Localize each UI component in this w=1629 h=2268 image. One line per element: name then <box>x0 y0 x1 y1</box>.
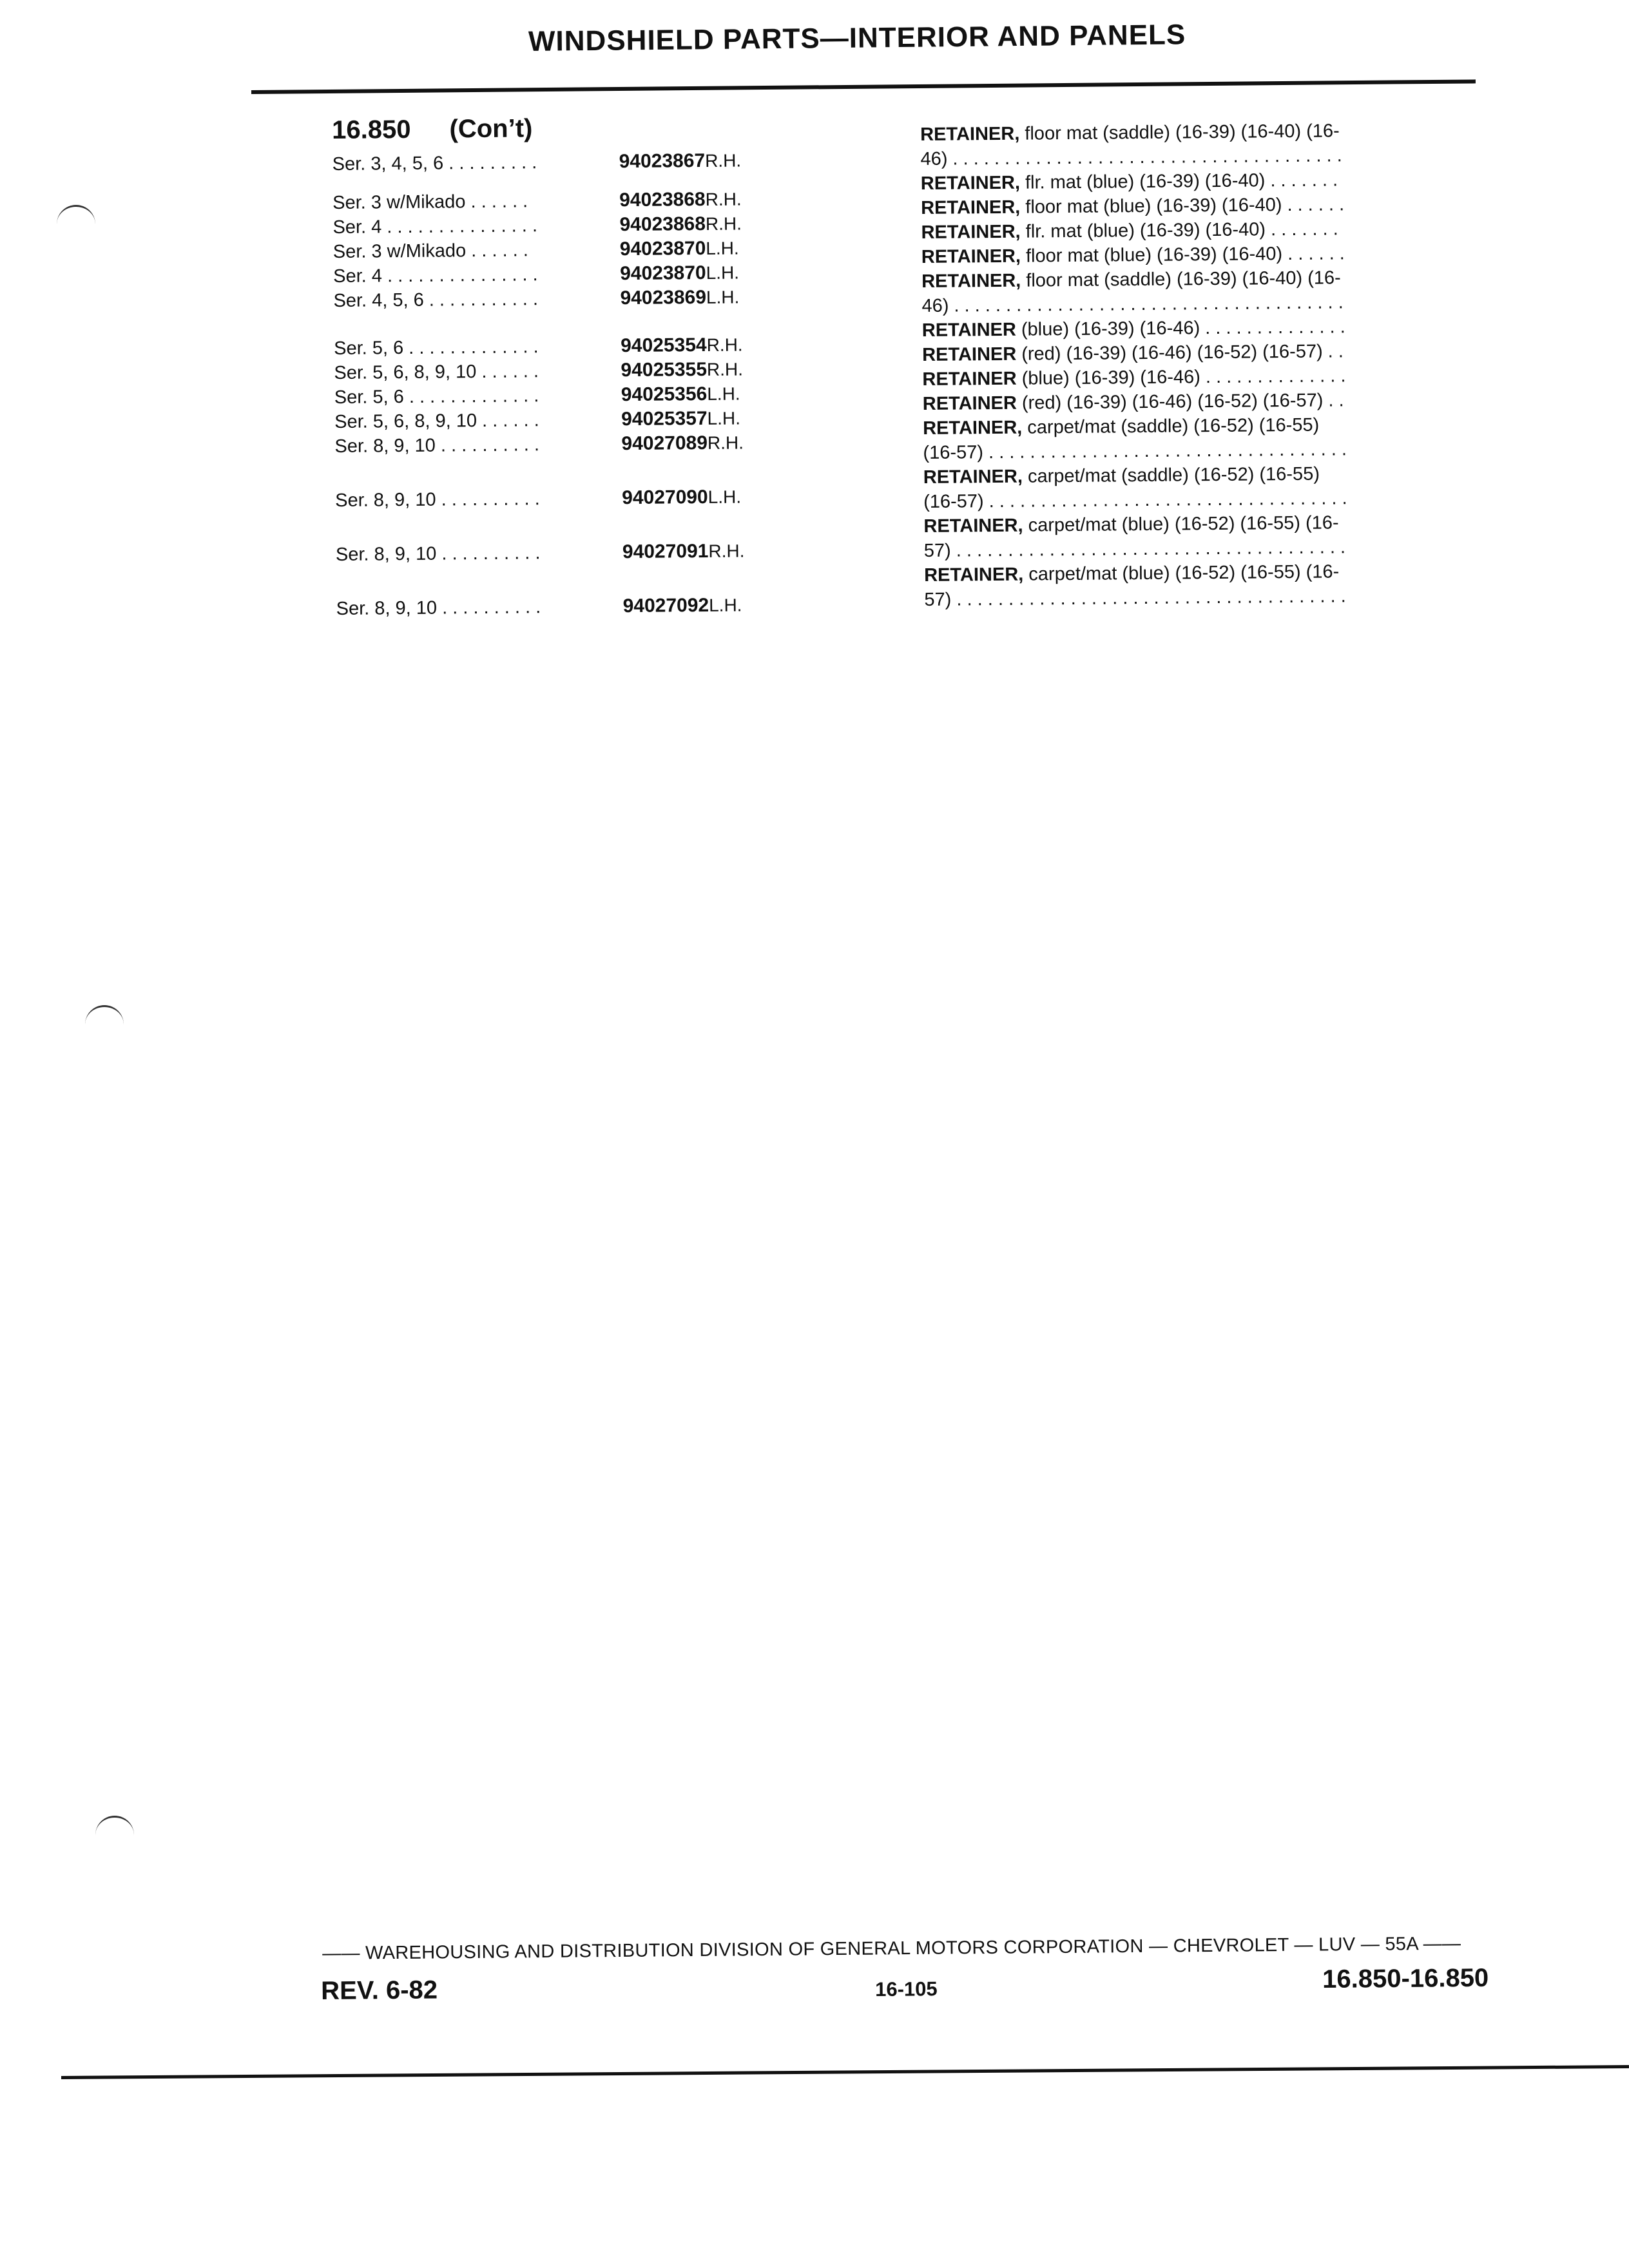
part-keyword: RETAINER, <box>921 197 1021 218</box>
scan-mark <box>85 1005 124 1026</box>
part-keyword: RETAINER <box>922 343 1017 365</box>
list-item <box>334 332 824 361</box>
series-label: Ser. 3 w/Mikado . . . . . . <box>333 240 528 262</box>
part-description-tail: (16-57) . . . . . . . . . . . . . . . . . . . . . . . . . . . . . . . . . . . <box>923 488 1347 512</box>
part-number: 94023869 <box>620 286 707 309</box>
part-keyword: RETAINER, <box>923 564 1024 586</box>
series-label: Ser. 4 . . . . . . . . . . . . . . . <box>333 264 538 287</box>
part-keyword: RETAINER, <box>920 172 1021 194</box>
footer-division-line: —— WAREHOUSING AND DISTRIBUTION DIVISION OF GENERAL MOTORS CORPORATION — CHEVROLET — LUV — 55A —— <box>322 1933 1461 1964</box>
list-item <box>332 148 822 177</box>
side-label: L.H. <box>707 408 741 428</box>
list-item <box>333 211 822 240</box>
series-label: Ser. 8, 9, 10 . . . . . . . . . . <box>336 597 541 619</box>
part-description: floor mat (blue) (16-39) (16-40) . . . . . . <box>1020 243 1345 267</box>
part-number: 94027092 <box>622 594 709 617</box>
list-item <box>333 260 823 289</box>
part-description: carpet/mat (saddle) (16-52) (16-55) <box>1022 414 1320 438</box>
scan-mark <box>57 205 95 226</box>
series-label: Ser. 4, 5, 6 . . . . . . . . . . . <box>333 289 539 311</box>
part-description-tail: 46) . . . . . . . . . . . . . . . . . . . . . . . . . . . . . . . . . . . . . . <box>921 292 1344 316</box>
list-item <box>335 484 825 513</box>
part-keyword: RETAINER, <box>920 123 1020 145</box>
parts-list-right <box>920 117 1498 612</box>
part-keyword: RETAINER, <box>923 417 1023 439</box>
series-label: Ser. 8, 9, 10 . . . . . . . . . . <box>335 488 540 511</box>
part-description: floor mat (saddle) (16-39) (16-40) (16- <box>1021 267 1341 291</box>
part-number: 94025355 <box>621 358 708 381</box>
list-item <box>333 284 823 313</box>
page-number: 16-105 <box>875 1977 938 2001</box>
part-description: flr. mat (blue) (16-39) (16-40) . . . . . . . <box>1019 169 1338 193</box>
side-label: L.H. <box>706 238 739 258</box>
side-label: L.H. <box>706 262 740 283</box>
revision-label: REV. 6-82 <box>321 1975 438 2005</box>
section-number: 16.850 <box>332 115 411 144</box>
part-description: carpet/mat (blue) (16-52) (16-55) (16- <box>1023 561 1340 585</box>
part-number: 94023867 <box>619 149 706 173</box>
part-description-tail: 57) . . . . . . . . . . . . . . . . . . . . . . . . . . . . . . . . . . . . . . <box>923 537 1346 561</box>
part-keyword: RETAINER <box>921 319 1017 341</box>
part-description: floor mat (saddle) (16-39) (16-40) (16- <box>1019 120 1340 144</box>
series-label: Ser. 5, 6 . . . . . . . . . . . . . <box>334 336 539 359</box>
section-range: 16.850-16.850 <box>1322 1963 1489 1994</box>
series-label: Ser. 5, 6, 8, 9, 10 . . . . . . <box>334 361 539 383</box>
side-label: L.H. <box>707 383 740 404</box>
part-description: (blue) (16-39) (16-46) . . . . . . . . . . . . . . <box>1016 316 1345 340</box>
part-description: (blue) (16-39) (16-46) . . . . . . . . . . . . . . <box>1016 365 1346 389</box>
part-keyword: RETAINER, <box>921 245 1021 267</box>
list-item <box>334 430 824 459</box>
side-label: R.H. <box>704 150 742 171</box>
bottom-rule <box>61 2065 1629 2079</box>
side-label: L.H. <box>708 595 742 615</box>
part-number: 94023870 <box>619 237 706 260</box>
side-label: R.H. <box>705 213 742 234</box>
part-keyword: RETAINER, <box>921 221 1021 243</box>
page-title: WINDSHIELD PARTS—INTERIOR AND PANELS <box>528 19 1186 57</box>
section-heading <box>332 111 822 152</box>
part-description: flr. mat (blue) (16-39) (16-40) . . . . . . . <box>1020 218 1338 242</box>
side-label: R.H. <box>708 541 745 561</box>
part-description-tail: (16-57) . . . . . . . . . . . . . . . . . . . . . . . . . . . . . . . . . . . <box>923 439 1347 463</box>
list-item <box>336 592 826 621</box>
part-keyword: RETAINER, <box>923 515 1023 537</box>
series-label: Ser. 5, 6, 8, 9, 10 . . . . . . <box>334 410 539 432</box>
part-number: 94023868 <box>619 188 706 211</box>
series-label: Ser. 3, 4, 5, 6 . . . . . . . . . <box>332 152 537 175</box>
part-number: 94023868 <box>619 213 706 236</box>
part-number: 94027089 <box>621 432 708 455</box>
series-label: Ser. 8, 9, 10 . . . . . . . . . . <box>334 434 540 457</box>
part-keyword: RETAINER, <box>923 466 1023 488</box>
part-number: 94023870 <box>620 262 706 285</box>
list-item <box>333 235 823 264</box>
side-label: R.H. <box>706 334 743 355</box>
part-keyword: RETAINER <box>922 368 1017 390</box>
list-item <box>336 538 825 567</box>
part-number: 94027090 <box>622 486 708 509</box>
series-label: Ser. 5, 6 . . . . . . . . . . . . . <box>334 385 539 408</box>
part-description: carpet/mat (blue) (16-52) (16-55) (16- <box>1023 512 1339 536</box>
side-label: L.H. <box>708 486 742 507</box>
side-label: R.H. <box>707 432 744 453</box>
part-description: carpet/mat (saddle) (16-52) (16-55) <box>1022 463 1320 487</box>
parts-list-left <box>332 111 826 621</box>
part-description-tail: 46) . . . . . . . . . . . . . . . . . . . . . . . . . . . . . . . . . . . . . . <box>920 145 1342 169</box>
scan-mark <box>95 1816 134 1837</box>
side-label: L.H. <box>706 287 740 307</box>
series-label: Ser. 3 w/Mikado . . . . . . <box>333 191 528 213</box>
list-item-continuation <box>924 582 1498 612</box>
part-number: 94025356 <box>621 383 708 406</box>
series-label: Ser. 4 . . . . . . . . . . . . . . . <box>333 215 538 238</box>
part-description-tail: 57) . . . . . . . . . . . . . . . . . . . . . . . . . . . . . . . . . . . . . . <box>924 586 1346 610</box>
section-continued: (Con’t) <box>449 114 533 144</box>
part-keyword: RETAINER <box>922 392 1017 414</box>
list-item <box>334 381 824 410</box>
part-number: 94025357 <box>621 407 708 430</box>
part-description: (red) (16-39) (16-46) (16-52) (16-57) . . <box>1016 390 1344 414</box>
part-description: (red) (16-39) (16-46) (16-52) (16-57) . . <box>1016 341 1344 365</box>
part-number: 94027091 <box>622 540 709 563</box>
list-item <box>334 405 824 434</box>
series-label: Ser. 8, 9, 10 . . . . . . . . . . <box>335 543 541 565</box>
part-keyword: RETAINER, <box>921 270 1021 292</box>
part-description: floor mat (blue) (16-39) (16-40) . . . . . . <box>1020 194 1345 218</box>
list-item <box>333 186 822 215</box>
side-label: R.H. <box>705 189 742 209</box>
header-rule <box>251 79 1476 94</box>
list-item <box>334 356 824 385</box>
part-number: 94025354 <box>620 334 707 357</box>
side-label: R.H. <box>706 359 744 380</box>
